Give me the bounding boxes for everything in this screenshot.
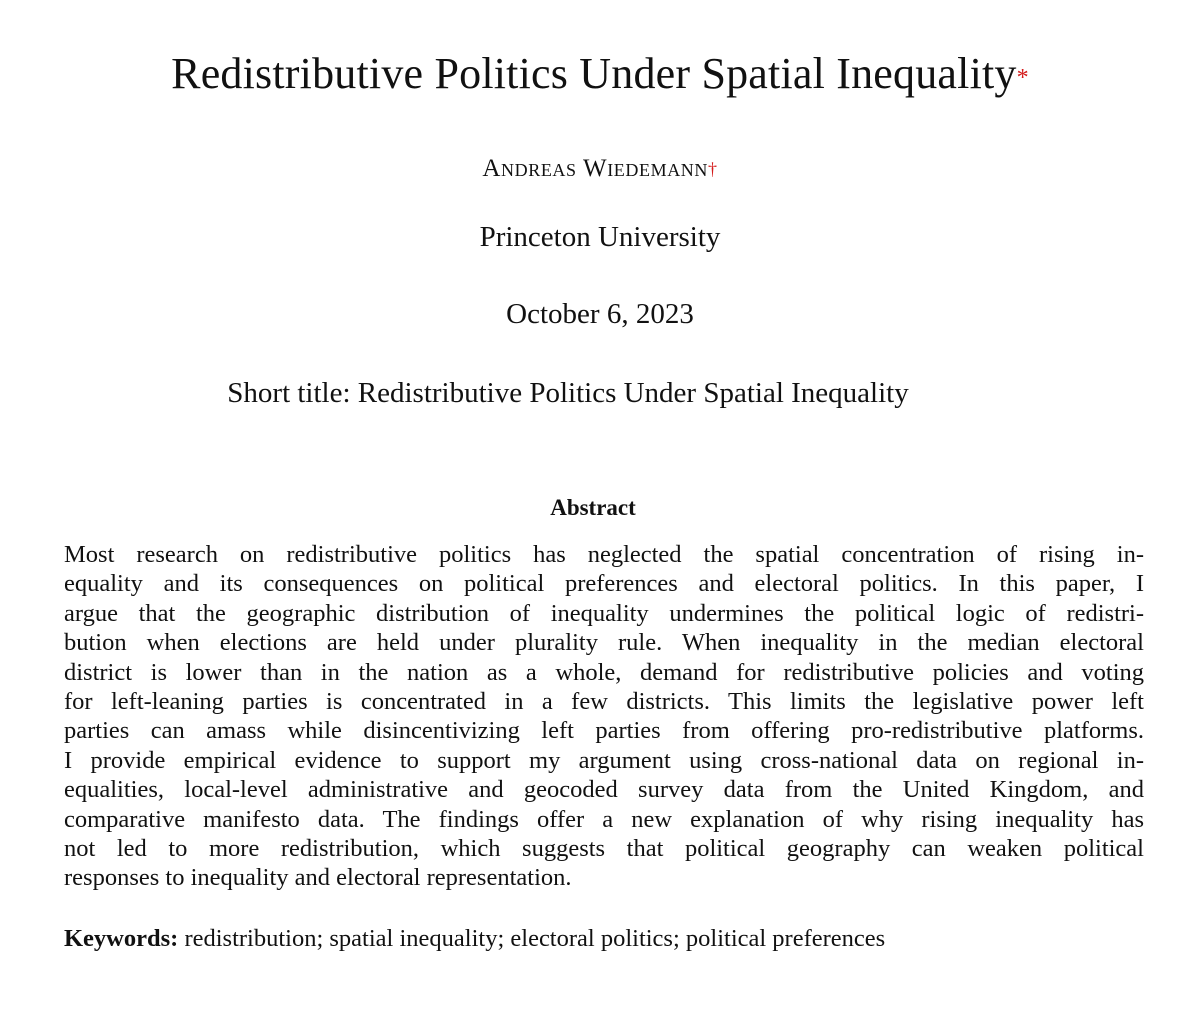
paper-title-text: Redistributive Politics Under Spatial Inequality	[171, 49, 1017, 98]
short-title: Short title: Redistributive Politics Under Spatial Inequality	[227, 377, 909, 409]
abstract-line: comparative manifesto data. The findings offer a new explanation of why rising inequality has	[64, 805, 1144, 833]
abstract-line: not led to more redistribution, which suggests that political geography can weaken political	[64, 834, 1144, 862]
title-footnote-mark[interactable]: *	[1016, 65, 1029, 91]
paper-date: October 6, 2023	[506, 298, 694, 330]
abstract-heading: Abstract	[550, 495, 636, 520]
keywords-line	[64, 924, 1144, 954]
abstract-line: I provide empirical evidence to support my argument using cross-national data on regional in-	[64, 746, 1144, 774]
abstract-line: for left-leaning parties is concentrated in a few districts. This limits the legislative power left	[64, 687, 1144, 715]
paper-title	[0, 46, 1200, 102]
author-name	[0, 152, 1200, 186]
author-name-text: Andreas Wiedemann	[482, 155, 709, 182]
abstract-line: Most research on redistributive politics has neglected the spatial concentration of rising in-	[64, 541, 1144, 568]
keywords-text: redistribution; spatial inequality; electoral politics; political preferences	[184, 925, 886, 952]
author-footnote-mark[interactable]: †	[708, 159, 718, 179]
abstract-line: equalities, local-level administrative and geocoded survey data from the United Kingdom, and	[64, 776, 1144, 804]
abstract-line: responses to inequality and electoral representation.	[64, 864, 572, 892]
abstract-line: equality and its consequences on political preferences and electoral politics. In this paper, I	[64, 570, 1144, 598]
abstract-line: district is lower than in the nation as a whole, demand for redistributive policies and voting	[64, 658, 1144, 686]
keywords-label: Keywords:	[64, 925, 179, 952]
abstract-line: parties can amass while disincentivizing left parties from offering pro-redistributive platforms.	[64, 717, 1144, 745]
abstract-line: argue that the geographic distribution of inequality undermines the political logic of redistri-	[64, 599, 1144, 627]
abstract-body	[64, 540, 1144, 893]
author-affiliation: Princeton University	[479, 221, 721, 253]
abstract-line: bution when elections are held under plurality rule. When inequality in the median electoral	[64, 629, 1144, 657]
